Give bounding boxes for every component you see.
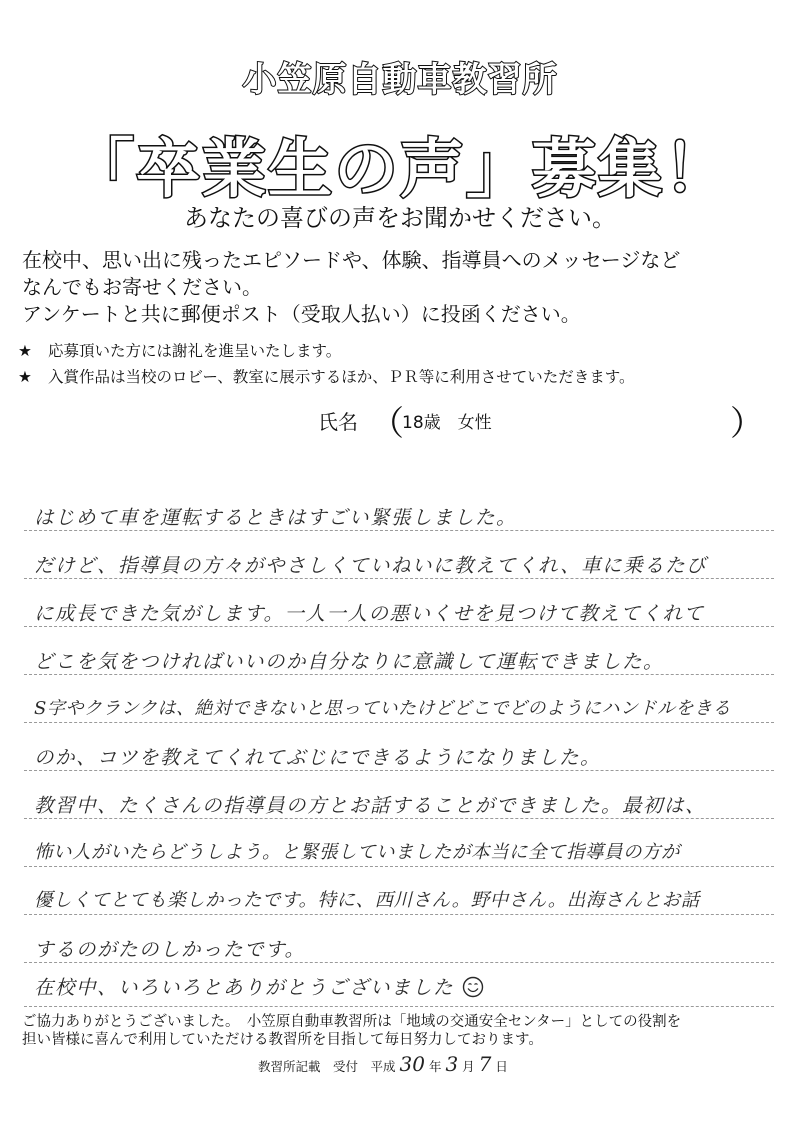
school-name: 小笠原自動車教習所 [242,60,558,100]
note-text: 入賞作品は当校のロビー、教室に展示するほか、ＰＲ等に利用させていただきます。 [48,368,635,386]
ruled-line [24,818,774,819]
receipt-month: 3 [445,1052,459,1076]
ruled-line [24,866,774,867]
footer-text [22,1013,782,1049]
receipt-day: 7 [478,1052,492,1076]
smiley-icon [462,976,484,998]
handwritten-line-last [34,972,484,1000]
handwritten-line: するのがたのしかったです。 [34,938,306,961]
receipt-stamp [258,1052,508,1076]
footer-line: 担い皆様に喜んで利用していただける教習所を目指して毎日努力しております。 [22,1032,543,1048]
handwritten-line: 教習中、たくさんの指導員の方とお話することができました。最初は、 [34,794,707,817]
receipt-day-unit: 日 [495,1059,508,1074]
name-field [318,400,764,444]
handwritten-line: 優しくてとても楽しかったです。特に、西川さん。野中さん。出海さんとお話 [34,890,700,911]
handwritten-line: S字やクランクは、絶対できないと思っていたけどどこでどのようにハンドルをきる [34,698,731,719]
handwritten-text: 在校中、いろいろとありがとうございました [34,976,455,999]
handwritten-entry [24,488,774,1008]
intro-line: なんでもお寄せください。 [22,275,262,299]
open-paren: （ [370,404,404,444]
handwritten-line: どこを気をつければいいのか自分なりに意識して運転できました。 [34,650,665,673]
ruled-line [24,770,774,771]
receipt-year-unit: 年 [428,1059,442,1074]
star-icon: ★ [18,342,32,360]
receipt-label: 教習所記載 受付 平成 [258,1059,396,1074]
intro-line: アンケートと共に郵便ポスト（受取人払い）に投函ください。 [22,302,581,326]
ruled-line [24,722,774,723]
ruled-line [24,626,774,627]
handwritten-line: 怖い人がいたらどうしよう。と緊張していましたが本当に全て指導員の方が [34,842,681,863]
note-item [18,341,341,361]
footer-line: ご協力ありがとうございました。 小笠原自動車教習所は「地域の交通安全センター」としての役割を [22,1014,682,1030]
close-paren: ） [730,404,764,444]
page-title: 「卒業生の声」募集！ [70,133,730,207]
name-value: 18歳 女性 [402,413,492,433]
intro-line: 在校中、思い出に残ったエピソードや、体験、指導員へのメッセージなど [22,248,681,272]
handwritten-line: のか、コツを教えてくれてぶじにできるようになりました。 [34,746,602,769]
name-label: 氏名 [318,410,358,434]
ruled-line [24,914,774,915]
note-text: 応募頂いた方には謝礼を進呈いたします。 [48,342,342,360]
handwritten-line: に成長できた気がします。一人一人の悪いくせを見つけて教えてくれて [34,602,705,625]
ruled-line [24,962,774,963]
subtitle: あなたの喜びの声をお聞かせください。 [184,204,616,232]
note-item [18,367,635,387]
receipt-year: 30 [399,1052,425,1076]
intro-text [22,247,782,328]
ruled-line [24,530,774,531]
ruled-line [24,1006,774,1007]
receipt-month-unit: 月 [462,1059,475,1074]
star-icon: ★ [18,368,32,386]
ruled-line [24,578,774,579]
ruled-line [24,674,774,675]
handwritten-line: だけど、指導員の方々がやさしくていねいに教えてくれ、車に乗るたび [34,554,708,577]
handwritten-line: はじめて車を運転するときはすごい緊張しました。 [34,506,518,529]
